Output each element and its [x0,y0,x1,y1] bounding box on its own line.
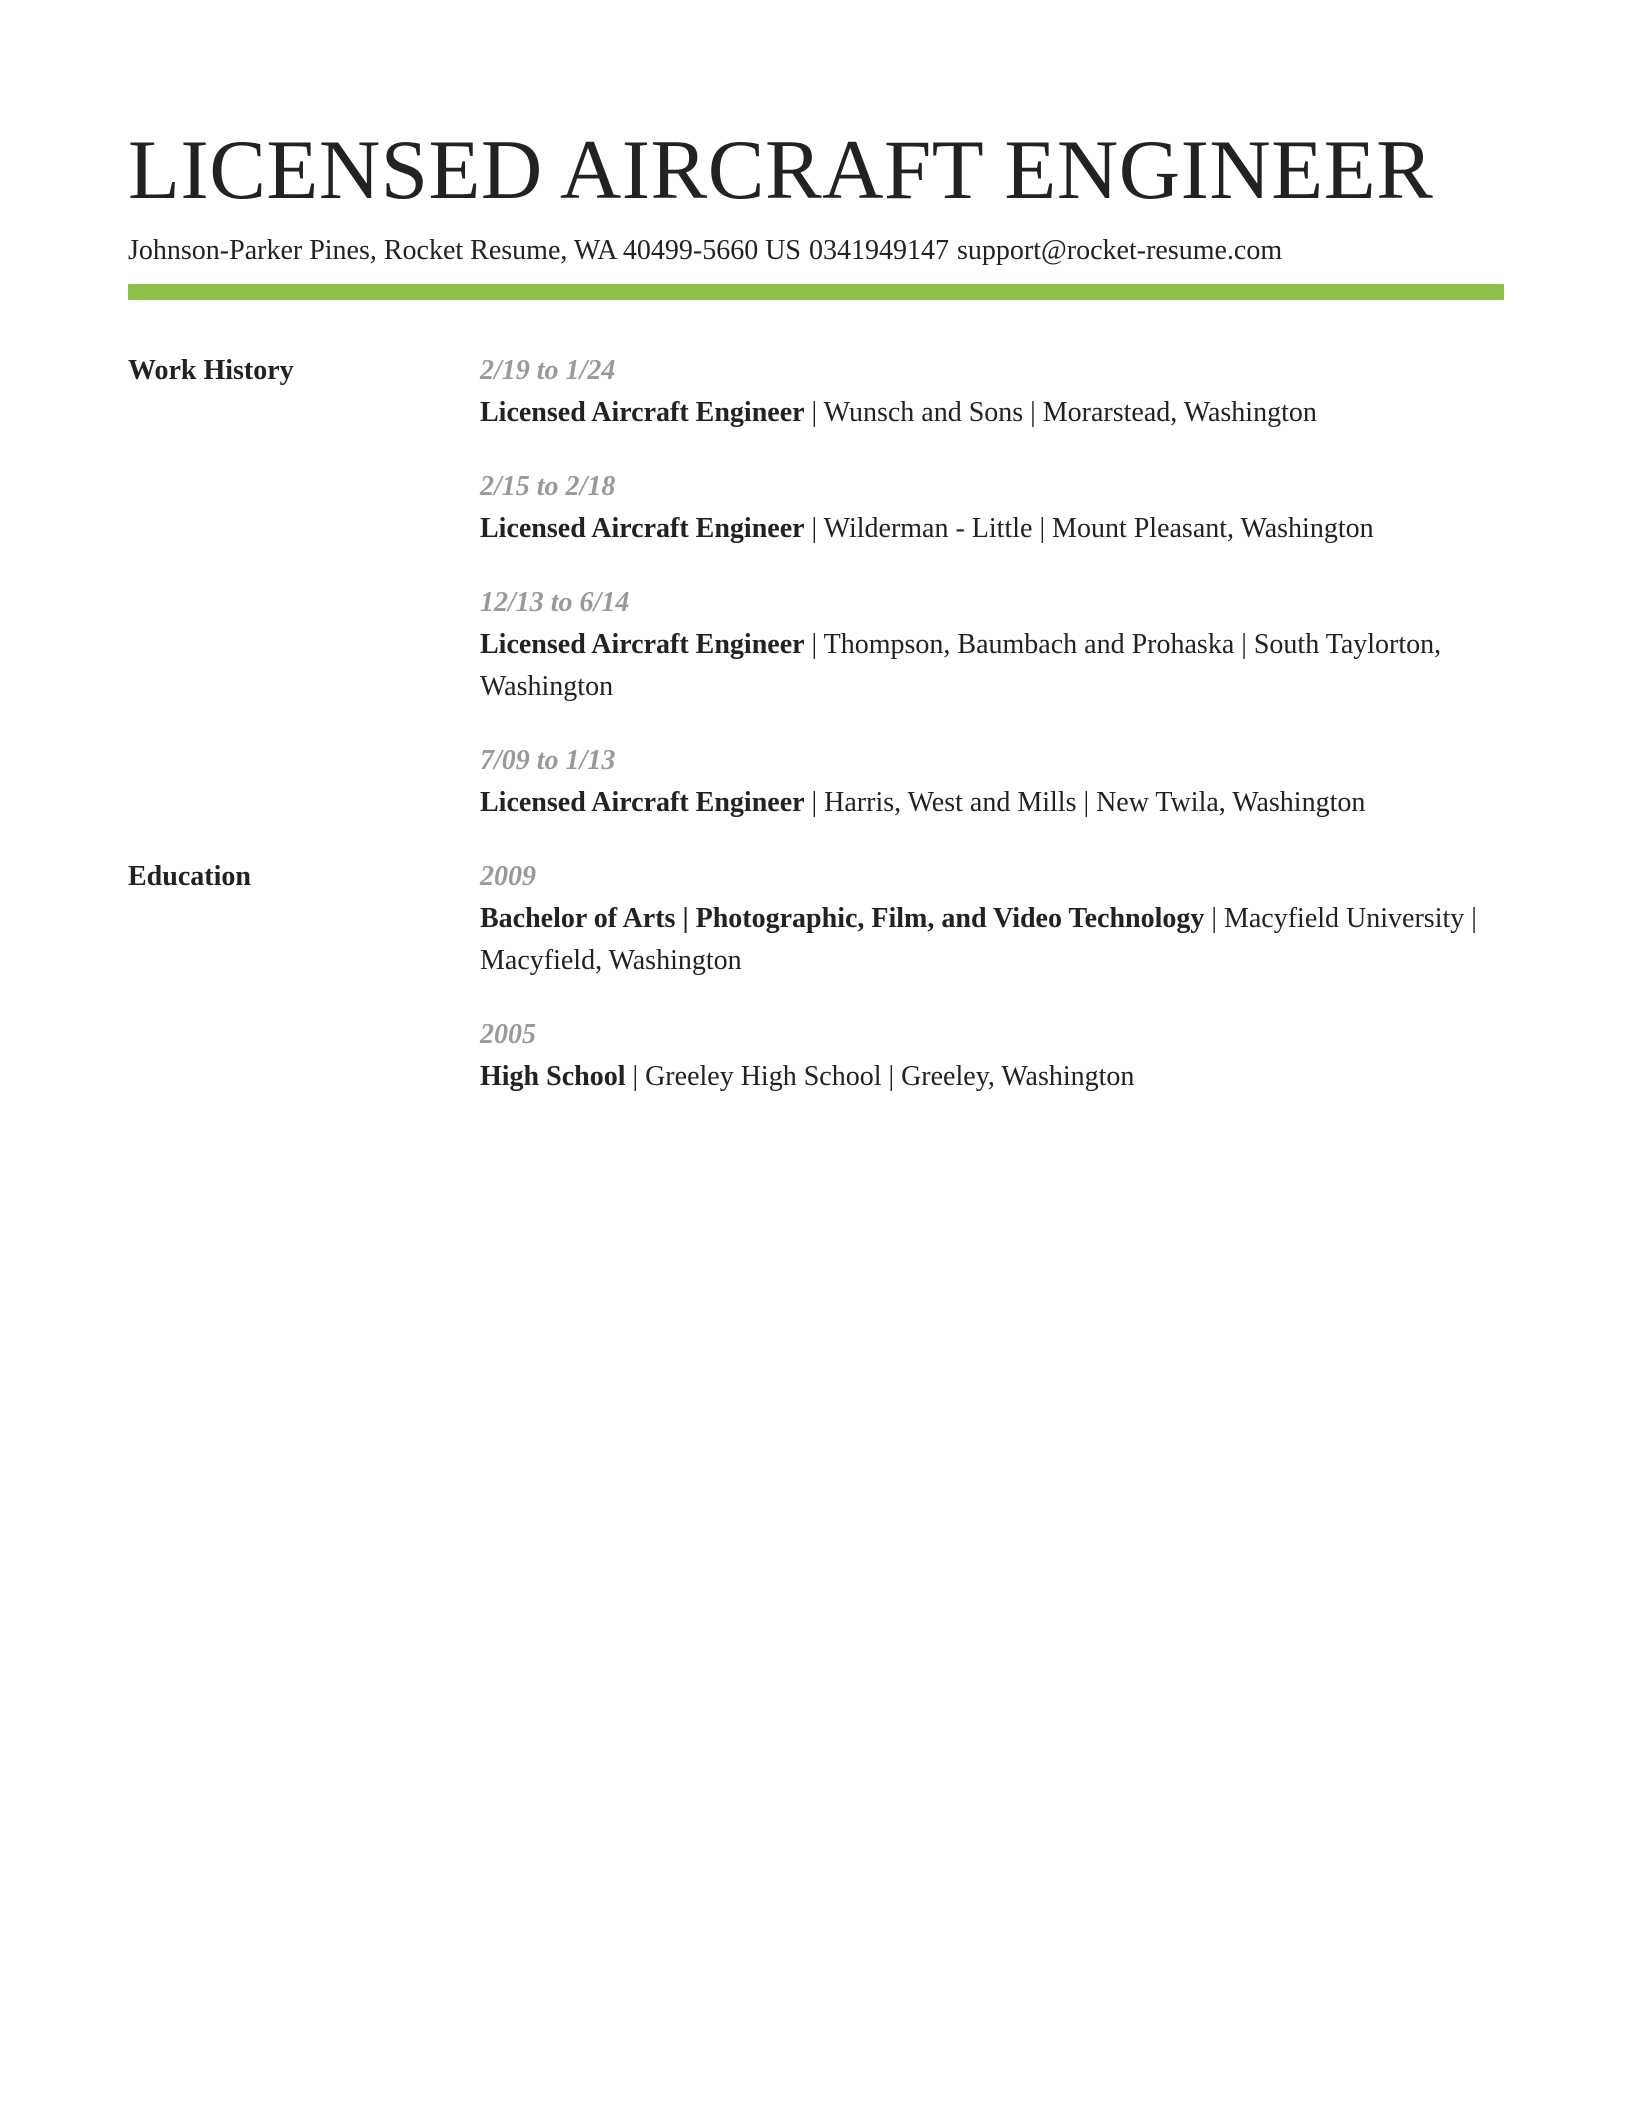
work-history-entries [480,350,1504,856]
entry-date: 2005 [480,1019,536,1050]
entry-line [480,782,1504,824]
education-entry [480,856,1504,982]
entry-line [480,392,1504,434]
entry-role: Licensed Aircraft Engineer [480,787,805,818]
work-entry [480,350,1504,434]
entry-role: Licensed Aircraft Engineer [480,513,805,544]
section-heading-education: Education [128,861,251,892]
entry-line [480,624,1504,708]
entry-degree: High School [480,1061,626,1092]
entry-details: | Macyfield University | Macyfield, Washington [480,903,1477,976]
entry-date: 12/13 to 6/14 [480,587,630,618]
contact-line [128,232,1504,270]
entry-date: 2/15 to 2/18 [480,471,616,502]
education-entries [480,856,1504,1130]
entry-details: | Wunsch and Sons | Morarstead, Washington [804,397,1317,428]
resume-page [128,120,1504,1130]
entry-role: Licensed Aircraft Engineer [480,629,805,660]
entry-details: | Greeley High School | Greeley, Washington [625,1061,1135,1092]
contact-address: Johnson-Parker Pines, Rocket Resume, WA 40499-5660 US [128,235,801,266]
contact-phone: 0341949147 [809,235,949,266]
entry-date: 7/09 to 1/13 [480,745,616,776]
work-entry [480,582,1504,708]
entry-date: 2009 [480,861,536,892]
education-entry [480,1014,1504,1098]
work-entry [480,740,1504,824]
entry-line [480,508,1504,550]
entry-role: Licensed Aircraft Engineer [480,397,805,428]
resume-title: LICENSED AIRCRAFT ENGINEER [128,123,1434,217]
contact-email: support@rocket-resume.com [957,235,1283,266]
section-heading-work-history: Work History [128,355,294,386]
entry-line [480,1056,1504,1098]
entry-degree: Bachelor of Arts | Photographic, Film, and Video Technology [480,903,1205,934]
entry-details: | Wilderman - Little | Mount Pleasant, Washington [804,513,1374,544]
education-section [128,856,1504,1130]
entry-details: | Harris, West and Mills | New Twila, Washington [804,787,1366,818]
entry-date: 2/19 to 1/24 [480,355,616,386]
entry-details: | Thompson, Baumbach and Prohaska | South Taylorton, Washington [480,629,1442,702]
accent-divider [128,284,1504,300]
entry-line [480,898,1504,982]
work-entry [480,466,1504,550]
work-history-section [128,350,1504,856]
